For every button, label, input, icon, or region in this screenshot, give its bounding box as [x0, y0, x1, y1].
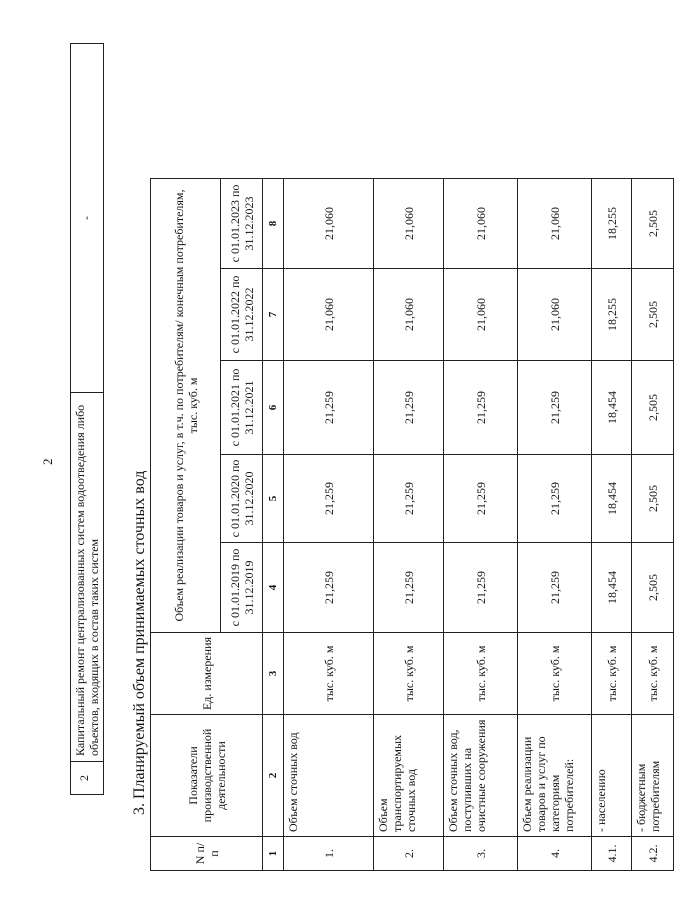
row-unit: тыс. куб. м	[632, 633, 674, 715]
row-value: 21,259	[284, 543, 374, 633]
row-value: 21,259	[444, 543, 518, 633]
row-number: 2	[71, 762, 104, 795]
header-period: с 01.01.2022 по 31.12.2022	[221, 269, 263, 361]
row-value: 18,454	[592, 543, 632, 633]
row-value: 2,505	[632, 179, 674, 269]
row-value: 2,505	[632, 455, 674, 543]
row-indicator: Объем сточных вод	[284, 715, 374, 837]
row-value: 21,259	[284, 361, 374, 455]
header-indicator: Показатели производственной деятельности	[151, 715, 263, 837]
row-value: 21,259	[374, 455, 444, 543]
row-n: 3.	[444, 837, 518, 871]
header-n: N п/п	[151, 837, 263, 871]
row-unit: тыс. куб. м	[284, 633, 374, 715]
row-value: 21,259	[518, 361, 592, 455]
section-title: 3. Планируемый объем принимаемых сточных вод	[131, 470, 148, 815]
repair-description: Капитальный ремонт централизованных систем водоотведения либо объектов, входящих в состав таких систем	[71, 393, 104, 762]
row-indicator: - бюджетным потребителям	[632, 715, 674, 837]
column-number: 2	[263, 715, 284, 837]
row-value: 18,255	[592, 179, 632, 269]
column-number: 7	[263, 269, 284, 361]
column-number: 8	[263, 179, 284, 269]
row-value: 21,060	[444, 269, 518, 361]
table-row	[71, 44, 104, 795]
row-indicator: - населению	[592, 715, 632, 837]
repair-table	[70, 43, 104, 795]
row-value: 21,060	[284, 269, 374, 361]
header-period: с 01.01.2023 по 31.12.2023	[221, 179, 263, 269]
header-period: с 01.01.2019 по 31.12.2019	[221, 543, 263, 633]
table-row	[518, 179, 592, 871]
header-group: Объем реализации товаров и услуг, в т.ч. по потребителям/ конечным потребителям, тыс. куб. м	[151, 179, 221, 633]
row-value: 21,259	[374, 361, 444, 455]
row-value: 21,060	[374, 269, 444, 361]
row-indicator: Объем транспортируемых сточных вод	[374, 715, 444, 837]
header-row	[151, 179, 221, 871]
row-value: 18,255	[592, 269, 632, 361]
row-indicator: Объем сточных вод, поступивших на очистные сооружения	[444, 715, 518, 837]
row-value: 2,505	[632, 361, 674, 455]
row-value: 21,060	[518, 179, 592, 269]
row-unit: тыс. куб. м	[518, 633, 592, 715]
column-number: 1	[263, 837, 284, 871]
row-unit: тыс. куб. м	[592, 633, 632, 715]
wastewater-volume-table	[150, 178, 674, 871]
table-row	[444, 179, 518, 871]
column-number: 3	[263, 633, 284, 715]
row-value: 2,505	[632, 543, 674, 633]
header-unit: Ед. измерения	[151, 633, 263, 715]
table-row	[632, 179, 674, 871]
row-unit: тыс. куб. м	[374, 633, 444, 715]
column-number: 4	[263, 543, 284, 633]
table-row	[284, 179, 374, 871]
row-value: 2,505	[632, 269, 674, 361]
row-value: 18,454	[592, 361, 632, 455]
table-row	[374, 179, 444, 871]
row-value: 21,259	[374, 543, 444, 633]
row-value: 21,060	[444, 179, 518, 269]
row-value: 18,454	[592, 455, 632, 543]
row-value: 21,060	[518, 269, 592, 361]
column-number: 5	[263, 455, 284, 543]
row-n: 1.	[284, 837, 374, 871]
row-value: 21,259	[518, 543, 592, 633]
row-unit: тыс. куб. м	[444, 633, 518, 715]
row-value: 21,259	[444, 455, 518, 543]
header-period: с 01.01.2021 по 31.12.2021	[221, 361, 263, 455]
column-number: 6	[263, 361, 284, 455]
header-period: с 01.01.2020 по 31.12.2020	[221, 455, 263, 543]
row-value: 21,259	[284, 455, 374, 543]
row-n: 4.2.	[632, 837, 674, 871]
row-value: 21,259	[518, 455, 592, 543]
row-n: 4.	[518, 837, 592, 871]
page-number: 2	[40, 458, 55, 465]
row-n: 2.	[374, 837, 444, 871]
row-value: 21,259	[444, 361, 518, 455]
table-row	[592, 179, 632, 871]
row-indicator: Объем реализации товаров и услуг по категориям потребителей:	[518, 715, 592, 837]
row-value: 21,060	[374, 179, 444, 269]
repair-value: -	[71, 44, 104, 393]
row-value: 21,060	[284, 179, 374, 269]
row-n: 4.1.	[592, 837, 632, 871]
column-number-row	[263, 179, 284, 871]
